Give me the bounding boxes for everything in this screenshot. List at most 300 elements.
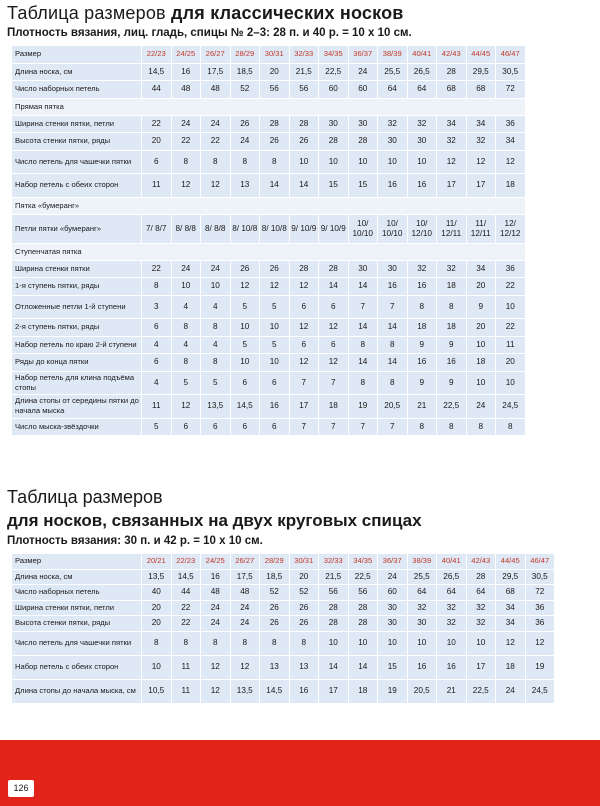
table-cell: 10/ 10/10 (378, 214, 408, 243)
table-cell: 7 (319, 371, 349, 395)
table2-gauge: Плотность вязания: 30 п. и 42 р. = 10 x 10 см. (7, 535, 263, 547)
size-header-cell: 30/31 (289, 554, 319, 570)
table-cell: 40 (142, 585, 172, 601)
table-cell: 17,5 (201, 63, 231, 81)
table-cell: 18,5 (260, 569, 290, 585)
table-cell: 12 (171, 174, 201, 198)
table-cell: 48 (201, 585, 231, 601)
table-row (12, 600, 555, 616)
table-cell: 10 (407, 150, 437, 174)
table-cell: 19 (378, 679, 408, 703)
table-cell: 16 (378, 174, 408, 198)
table-cell: 12 (289, 319, 319, 337)
table-cell: 8 (260, 150, 290, 174)
table-row (12, 354, 526, 372)
table-cell: 44 (171, 585, 201, 601)
table-cell: 12 (496, 150, 526, 174)
table-cell: 6 (260, 371, 290, 395)
size-header-cell: 32/33 (289, 46, 319, 64)
table-cell: 8 (378, 336, 408, 354)
table-cell: 14,5 (171, 569, 201, 585)
row-label: Число петель для чашечки пятки (12, 631, 142, 655)
row-label: Ширина стенки пятки (12, 260, 142, 278)
table-cell: 12 (525, 631, 555, 655)
table-cell: 26 (230, 115, 260, 133)
table-cell: 28 (348, 600, 378, 616)
table-cell: 48 (171, 81, 201, 99)
table-cell: 8 (348, 336, 378, 354)
table-cell: 6 (289, 336, 319, 354)
table-cell: 12 (496, 631, 526, 655)
size-header-cell: 36/37 (348, 46, 378, 64)
table-cell: 4 (171, 295, 201, 319)
section-heading-row (12, 243, 526, 260)
table-row (12, 616, 555, 632)
table-cell: 17 (466, 655, 496, 679)
table-row (12, 133, 526, 151)
table-cell: 4 (171, 336, 201, 354)
table-cell: 48 (201, 81, 231, 99)
table-row (12, 63, 526, 81)
table-cell: 32 (466, 616, 496, 632)
table-cell: 8 (142, 278, 172, 296)
table-cell: 21,5 (289, 63, 319, 81)
table-row (12, 655, 555, 679)
table-cell: 30,5 (525, 569, 555, 585)
table-row (12, 115, 526, 133)
size-header-cell: 44/45 (466, 46, 496, 64)
size-header-label: Размер (12, 46, 142, 64)
table-cell: 32 (407, 600, 437, 616)
table-cell: 10 (171, 278, 201, 296)
table-cell: 8 (230, 150, 260, 174)
table-cell: 8 (171, 354, 201, 372)
row-label: Число наборных петель (12, 81, 142, 99)
table-cell: 9 (437, 371, 467, 395)
table2-title-bold: для носков, связанных на двух круговых спицах (7, 511, 422, 530)
table-cell: 24 (201, 115, 231, 133)
table-cell: 17 (289, 395, 319, 419)
table-cell: 10 (437, 631, 467, 655)
table-cell: 9/ 10/9 (289, 214, 319, 243)
table-cell: 26 (230, 260, 260, 278)
table-cell: 18 (466, 354, 496, 372)
table-row (12, 679, 555, 703)
table-cell: 22 (142, 115, 172, 133)
table-cell: 26,5 (407, 63, 437, 81)
table-cell: 5 (201, 371, 231, 395)
table-cell: 12 (260, 278, 290, 296)
table-cell: 18 (319, 395, 349, 419)
size-header-cell: 22/23 (171, 554, 201, 570)
table-cell: 10 (378, 150, 408, 174)
table-cell: 26 (260, 133, 290, 151)
table-row (12, 278, 526, 296)
table-cell: 30 (378, 616, 408, 632)
table-cell: 10 (289, 150, 319, 174)
table-cell: 24,5 (496, 395, 526, 419)
table-cell: 12 (289, 354, 319, 372)
size-header-cell: 40/41 (437, 554, 467, 570)
table-row (12, 418, 526, 436)
section-heading: Прямая пятка (12, 98, 526, 115)
size-header-cell: 26/27 (201, 46, 231, 64)
size-header-cell: 22/23 (142, 46, 172, 64)
table-cell: 8 (201, 354, 231, 372)
table-cell: 60 (319, 81, 349, 99)
table-cell: 56 (319, 585, 349, 601)
table-cell: 9 (437, 336, 467, 354)
table-cell: 8 (466, 418, 496, 436)
table-cell: 24 (171, 115, 201, 133)
table-cell: 8/ 8/8 (201, 214, 231, 243)
table-cell: 32 (407, 260, 437, 278)
table-cell: 30 (407, 133, 437, 151)
table-cell: 22 (171, 616, 201, 632)
table-cell: 10 (260, 354, 290, 372)
row-label: Высота стенки пятки, ряды (12, 133, 142, 151)
table-cell: 20,5 (407, 679, 437, 703)
table-cell: 16 (407, 354, 437, 372)
table-cell: 8 (171, 631, 201, 655)
table-cell: 14,5 (230, 395, 260, 419)
table-cell: 34 (496, 600, 526, 616)
table-cell: 10 (319, 150, 349, 174)
table-cell: 64 (407, 585, 437, 601)
size-header-cell: 26/27 (230, 554, 260, 570)
table-cell: 5 (260, 336, 290, 354)
table-cell: 13,5 (142, 569, 172, 585)
table-cell: 68 (496, 585, 526, 601)
table-cell: 8/ 10/8 (260, 214, 290, 243)
table-cell: 11 (142, 395, 172, 419)
table-row (12, 319, 526, 337)
table-cell: 24 (378, 569, 408, 585)
table-cell: 8 (260, 631, 290, 655)
table-cell: 5 (230, 336, 260, 354)
table-cell: 30 (348, 260, 378, 278)
table-cell: 20,5 (378, 395, 408, 419)
table-cell: 10 (142, 655, 172, 679)
table-cell: 20 (289, 569, 319, 585)
table-cell: 16 (437, 655, 467, 679)
table-cell: 20 (466, 319, 496, 337)
table-cell: 17 (319, 679, 349, 703)
table-cell: 24,5 (525, 679, 555, 703)
table-cell: 22 (171, 600, 201, 616)
table-cell: 14 (319, 655, 349, 679)
size-header-cell: 42/43 (466, 554, 496, 570)
row-label: Длина носка, см (12, 63, 142, 81)
table-cell: 10/ 10/10 (348, 214, 378, 243)
table-cell: 6 (230, 418, 260, 436)
table-cell: 18 (496, 174, 526, 198)
table-cell: 21 (407, 395, 437, 419)
table-cell: 21,5 (319, 569, 349, 585)
table-cell: 24 (201, 600, 231, 616)
section-heading-row (12, 98, 526, 115)
table-cell: 12 (319, 354, 349, 372)
table-cell: 30,5 (496, 63, 526, 81)
table-cell: 12 (289, 278, 319, 296)
table-cell: 72 (525, 585, 555, 601)
table-cell: 56 (348, 585, 378, 601)
table-cell: 68 (437, 81, 467, 99)
table-cell: 30 (378, 133, 408, 151)
size-header-cell: 34/35 (348, 554, 378, 570)
table-cell: 8/ 8/8 (171, 214, 201, 243)
table-cell: 7 (378, 295, 408, 319)
table-cell: 26 (260, 260, 290, 278)
table-cell: 28 (319, 616, 349, 632)
table-cell: 12 (230, 655, 260, 679)
table-cell: 11/ 12/11 (466, 214, 496, 243)
table-cell: 18 (348, 679, 378, 703)
table-cell: 10 (466, 631, 496, 655)
table-cell: 16 (407, 174, 437, 198)
table-cell: 4 (201, 295, 231, 319)
table-cell: 64 (378, 81, 408, 99)
table-cell: 26 (289, 600, 319, 616)
table-cell: 22 (142, 260, 172, 278)
table-cell: 19 (525, 655, 555, 679)
table-cell: 14 (348, 354, 378, 372)
table-cell: 32 (437, 600, 467, 616)
size-header-cell: 46/47 (496, 46, 526, 64)
table-cell: 44 (142, 81, 172, 99)
table-cell: 10 (230, 319, 260, 337)
table-cell: 20 (496, 354, 526, 372)
table-cell: 12 (466, 150, 496, 174)
row-label: Набор петель с обеих сторон (12, 655, 142, 679)
table-cell: 29,5 (466, 63, 496, 81)
table-cell: 11/ 12/11 (437, 214, 467, 243)
table-cell: 18 (437, 278, 467, 296)
table-cell: 28 (260, 115, 290, 133)
table-cell: 26 (289, 616, 319, 632)
table-cell: 7/ 8/7 (142, 214, 172, 243)
table-cell: 10 (378, 631, 408, 655)
classic-socks-size-table (11, 45, 526, 436)
table-cell: 12 (437, 150, 467, 174)
table-cell: 28 (437, 63, 467, 81)
table-cell: 32 (378, 115, 408, 133)
table-cell: 16 (407, 655, 437, 679)
table-cell: 7 (348, 418, 378, 436)
row-label: Ширина стенки пятки, петли (12, 115, 142, 133)
table-row (12, 569, 555, 585)
table-cell: 17 (437, 174, 467, 198)
table-cell: 15 (319, 174, 349, 198)
table-cell: 12 (171, 395, 201, 419)
size-header-row (12, 554, 555, 570)
table-cell: 14 (319, 278, 349, 296)
table-cell: 36 (496, 115, 526, 133)
size-header-cell: 38/39 (407, 554, 437, 570)
table-cell: 8 (496, 418, 526, 436)
size-header-cell: 42/43 (437, 46, 467, 64)
size-header-cell: 20/21 (142, 554, 172, 570)
table-cell: 9 (407, 336, 437, 354)
table-cell: 13 (230, 174, 260, 198)
table-cell: 10,5 (142, 679, 172, 703)
table-cell: 20 (142, 616, 172, 632)
table-cell: 9/ 10/9 (319, 214, 349, 243)
table-cell: 24 (230, 133, 260, 151)
table-cell: 6 (319, 336, 349, 354)
table-cell: 20 (260, 63, 290, 81)
table-cell: 36 (525, 616, 555, 632)
table-cell: 26 (289, 133, 319, 151)
table-cell: 6 (260, 418, 290, 436)
table-cell: 11 (496, 336, 526, 354)
table-cell: 16 (171, 63, 201, 81)
table-cell: 12/ 12/12 (496, 214, 526, 243)
table-cell: 52 (289, 585, 319, 601)
table-cell: 24 (496, 679, 526, 703)
table-row (12, 585, 555, 601)
table1-gauge: Плотность вязания, лиц. гладь, спицы № 2–3: 28 п. и 40 р. = 10 x 10 см. (7, 27, 412, 39)
table-cell: 14 (289, 174, 319, 198)
row-label: Длина стопы до начала мыска, см (12, 679, 142, 703)
table-cell: 7 (319, 418, 349, 436)
table-row (12, 81, 526, 99)
table-cell: 6 (319, 295, 349, 319)
table-cell: 8/ 10/8 (230, 214, 260, 243)
table-cell: 13,5 (230, 679, 260, 703)
table-cell: 15 (378, 655, 408, 679)
table-cell: 22 (201, 133, 231, 151)
size-header-row (12, 46, 526, 64)
table-cell: 22 (496, 278, 526, 296)
table-row (12, 395, 526, 419)
table-cell: 30 (378, 600, 408, 616)
table-cell: 5 (230, 295, 260, 319)
table-cell: 32 (437, 616, 467, 632)
table-cell: 10 (407, 631, 437, 655)
table-row (12, 371, 526, 395)
table-cell: 5 (260, 295, 290, 319)
row-label: Набор петель для клина подъёма стопы (12, 371, 142, 395)
table-cell: 22 (171, 133, 201, 151)
table-cell: 60 (348, 81, 378, 99)
row-label: Ряды до конца пятки (12, 354, 142, 372)
table-cell: 22 (496, 319, 526, 337)
table-cell: 68 (466, 81, 496, 99)
table-cell: 28 (348, 616, 378, 632)
table-cell: 12 (201, 679, 231, 703)
table1-title-regular: Таблица размеров (7, 3, 166, 23)
table-cell: 8 (437, 295, 467, 319)
size-header-cell: 28/29 (230, 46, 260, 64)
table-cell: 64 (466, 585, 496, 601)
table-cell: 10 (201, 278, 231, 296)
row-label: 2-я ступень пятки, ряды (12, 319, 142, 337)
table-cell: 17 (466, 174, 496, 198)
table-row (12, 174, 526, 198)
table-cell: 72 (496, 81, 526, 99)
table-cell: 20 (142, 133, 172, 151)
table-cell: 36 (525, 600, 555, 616)
size-header-label: Размер (12, 554, 142, 570)
table-cell: 56 (260, 81, 290, 99)
table-cell: 36 (496, 260, 526, 278)
row-label: Число петель для чашечки пятки (12, 150, 142, 174)
table-cell: 24 (466, 395, 496, 419)
table-row (12, 295, 526, 319)
table-cell: 18 (407, 319, 437, 337)
size-header-cell: 28/29 (260, 554, 290, 570)
table-cell: 24 (348, 63, 378, 81)
table-cell: 7 (289, 418, 319, 436)
table-cell: 8 (407, 418, 437, 436)
table-cell: 12 (201, 655, 231, 679)
table-cell: 18 (496, 655, 526, 679)
table-cell: 20 (142, 600, 172, 616)
table-cell: 9 (407, 371, 437, 395)
table-cell: 24 (201, 260, 231, 278)
table-cell: 18,5 (230, 63, 260, 81)
table-cell: 34 (466, 260, 496, 278)
table-cell: 34 (437, 115, 467, 133)
table-cell: 16 (201, 569, 231, 585)
table-row (12, 214, 526, 243)
table-cell: 8 (201, 150, 231, 174)
table-cell: 24 (230, 616, 260, 632)
section-heading: Пятка «бумеранг» (12, 197, 526, 214)
table-cell: 13 (289, 655, 319, 679)
table-cell: 16 (260, 395, 290, 419)
table-cell: 6 (230, 371, 260, 395)
size-header-cell: 24/25 (171, 46, 201, 64)
row-label: Число мыска-звёздочки (12, 418, 142, 436)
table-cell: 24 (230, 600, 260, 616)
row-label: 1-я ступень пятки, ряды (12, 278, 142, 296)
table-cell: 4 (201, 336, 231, 354)
table-cell: 8 (437, 418, 467, 436)
table-cell: 26 (260, 600, 290, 616)
table-cell: 8 (142, 631, 172, 655)
size-header-cell: 38/39 (378, 46, 408, 64)
size-header-cell: 44/45 (496, 554, 526, 570)
table-cell: 64 (437, 585, 467, 601)
table-cell: 24 (201, 616, 231, 632)
table1-title-bold: для классических носков (171, 3, 404, 23)
table-cell: 32 (466, 133, 496, 151)
table-cell: 16 (289, 679, 319, 703)
table-row (12, 260, 526, 278)
table-cell: 52 (230, 81, 260, 99)
table-cell: 30 (407, 616, 437, 632)
table-cell: 25,5 (407, 569, 437, 585)
table-cell: 11 (171, 679, 201, 703)
table-cell: 6 (142, 319, 172, 337)
table-cell: 8 (201, 319, 231, 337)
table-cell: 16 (407, 278, 437, 296)
table-cell: 32 (407, 115, 437, 133)
table-cell: 15 (348, 174, 378, 198)
table-cell: 28 (319, 600, 349, 616)
table-cell: 20 (466, 278, 496, 296)
table-cell: 10 (466, 336, 496, 354)
table-cell: 12 (201, 174, 231, 198)
section-heading-row (12, 197, 526, 214)
table-cell: 34 (496, 133, 526, 151)
table-cell: 3 (142, 295, 172, 319)
table2-title-regular: Таблица размеров (7, 487, 163, 507)
table-cell: 10 (466, 371, 496, 395)
table-cell: 21 (437, 679, 467, 703)
